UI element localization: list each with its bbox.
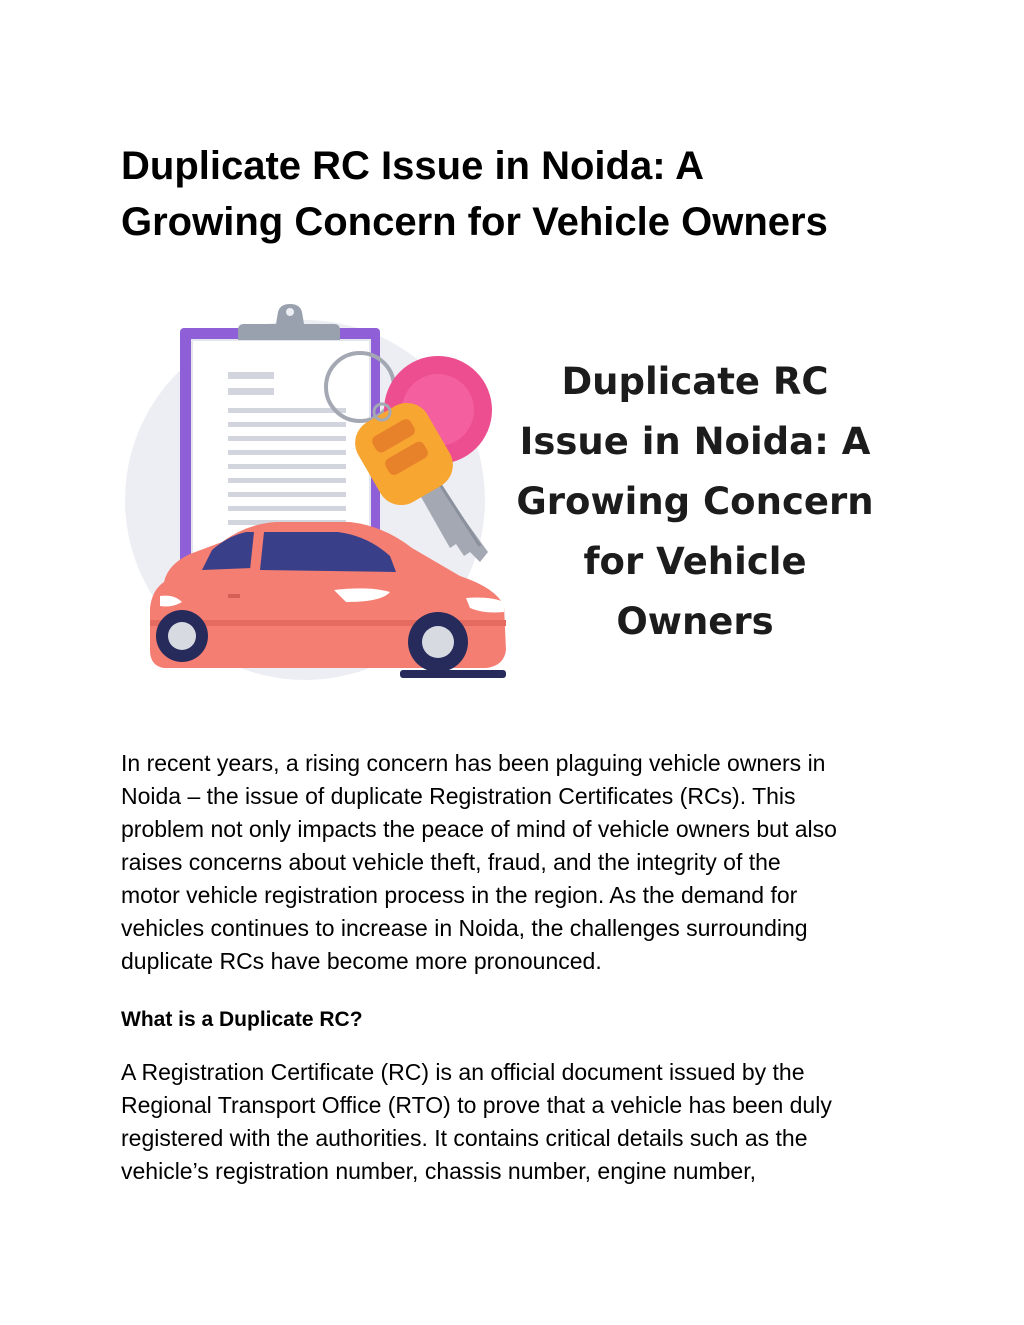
paragraph-line: Noida – the issue of duplicate Registration Certificates (RCs). This (121, 783, 796, 809)
page-title-line: Growing Concern for Vehicle Owners (121, 200, 828, 244)
banner-caption (505, 352, 885, 652)
paragraph-line: registered with the authorities. It contains critical details such as the (121, 1125, 808, 1151)
paragraph-line: raises concerns about vehicle theft, fraud, and the integrity of the (121, 849, 781, 875)
paragraph-line: In recent years, a rising concern has been plaguing vehicle owners in (121, 750, 826, 776)
paragraph-line: motor vehicle registration process in the region. As the demand for (121, 882, 798, 908)
paragraph-line: problem not only impacts the peace of mind of vehicle owners but also (121, 816, 837, 842)
section-paragraph (121, 1056, 921, 1188)
section-heading: What is a Duplicate RC? (121, 1008, 363, 1031)
banner-caption-line: Owners (616, 600, 774, 643)
paragraph-line: vehicles continues to increase in Noida, the challenges surrounding (121, 915, 808, 941)
page-title-line: Duplicate RC Issue in Noida: A (121, 144, 705, 188)
banner-caption-line: Growing Concern (516, 480, 874, 523)
paragraph-line: A Registration Certificate (RC) is an official document issued by the (121, 1059, 805, 1085)
paragraph-line: duplicate RCs have become more pronounced. (121, 948, 602, 974)
banner-caption-line: Duplicate RC (561, 360, 829, 403)
page-title (121, 138, 921, 250)
paragraph-line: vehicle’s registration number, chassis number, engine number, (121, 1158, 756, 1184)
intro-paragraph (121, 747, 921, 978)
banner-caption-line: for Vehicle (583, 540, 807, 583)
banner-caption-line: Issue in Noida: A (519, 420, 871, 463)
paragraph-line: Regional Transport Office (RTO) to prove that a vehicle has been duly (121, 1092, 832, 1118)
